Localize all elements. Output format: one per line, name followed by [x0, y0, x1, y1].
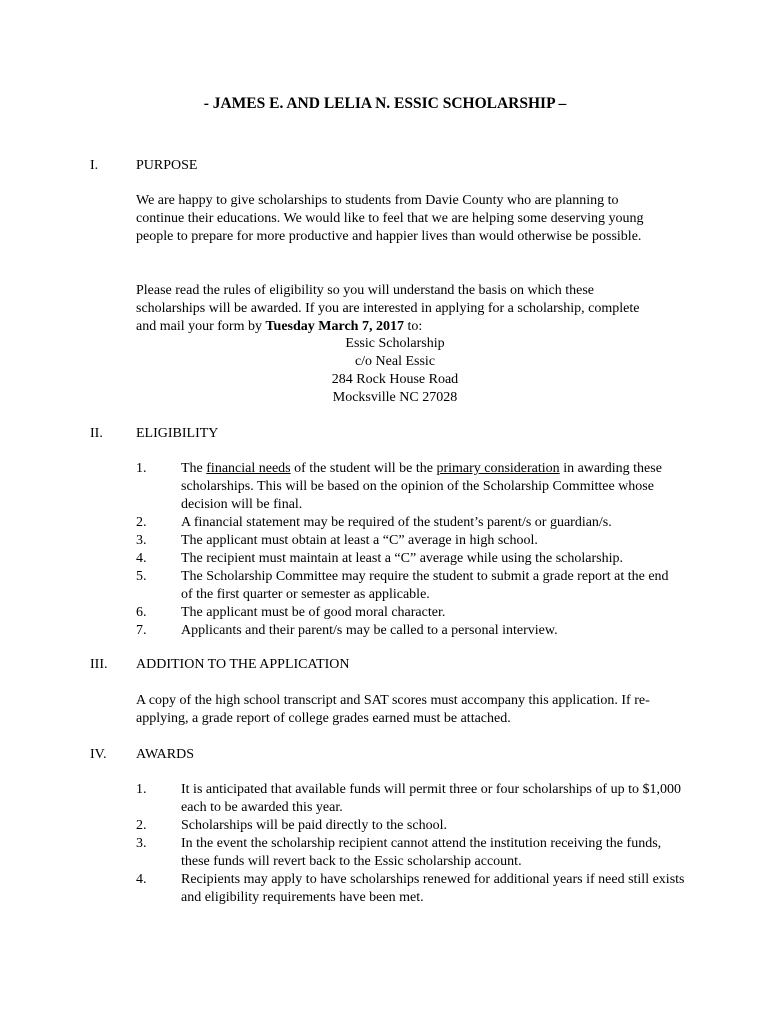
list-item-text: A financial statement may be required of the student’s parent/s or guardian/s.: [181, 515, 612, 530]
list-item-number: 2.: [136, 818, 147, 833]
section-number-purpose: I.: [90, 158, 99, 173]
addition-paragraph: [136, 692, 691, 728]
list-item-text: In the event the scholarship recipient cannot attend the institution receiving the funds, these funds will revert back to the Essic scholarship account.: [181, 836, 662, 869]
list-item-number: 3.: [136, 836, 147, 851]
purpose-paragraph-2-tail: to:: [403, 319, 423, 334]
list-item-number: 5.: [136, 569, 147, 584]
list-item: [136, 622, 681, 640]
address-line-care-of: c/o Neal Essic: [354, 354, 436, 369]
section-number-addition: III.: [90, 657, 108, 672]
purpose-paragraph-2-text: [136, 282, 646, 336]
application-deadline: Tuesday March 7, 2017: [265, 319, 404, 334]
purpose-paragraph-1-text: We are happy to give scholarships to students from Davie County who are planning to continue their educations. We would like to feel that we are helping some deserving young people to prepare for more productive and happier lives than would otherwise be possible.: [136, 193, 644, 244]
list-item-text: The applicant must be of good moral character.: [181, 605, 446, 620]
list-item: [136, 460, 681, 514]
address-line-street: 284 Rock House Road: [331, 372, 459, 387]
list-item: [136, 514, 681, 532]
document-title: - JAMES E. AND LELIA N. ESSIC SCHOLARSHIP –: [203, 95, 567, 112]
purpose-paragraph-1: [136, 192, 666, 246]
list-item-text: The applicant must obtain at least a “C” average in high school.: [181, 533, 538, 548]
list-item-text: Recipients may apply to have scholarships renewed for additional years if need still exists and eligibility requirements have been met.: [181, 872, 685, 905]
addition-paragraph-text: A copy of the high school transcript and SAT scores must accompany this application. If re-applying, a grade report of college grades earned must be attached.: [136, 693, 650, 726]
mailing-address: [250, 335, 540, 407]
list-item: [136, 604, 681, 622]
list-item-number: 1.: [136, 461, 147, 476]
list-item-text: Applicants and their parent/s may be called to a personal interview.: [181, 623, 558, 638]
list-item-number: 4.: [136, 551, 147, 566]
list-item-text-mid: of the student will be the: [290, 461, 437, 476]
section-number-eligibility: II.: [90, 426, 103, 441]
list-item-text: The Scholarship Committee may require the student to submit a grade report at the end of the first quarter or semester as applicable.: [181, 569, 669, 602]
list-item: [136, 871, 686, 907]
address-line-name: Essic Scholarship: [345, 336, 445, 351]
section-heading-purpose: PURPOSE: [136, 158, 198, 173]
list-item: [136, 532, 681, 550]
list-item: [136, 817, 686, 835]
address-line-city: Mocksville NC 27028: [332, 390, 458, 405]
list-item-number: 6.: [136, 605, 147, 620]
list-item-number: 1.: [136, 782, 147, 797]
list-item-text: Scholarships will be paid directly to the school.: [181, 818, 447, 833]
section-heading-awards: AWARDS: [136, 747, 194, 762]
list-item-text: It is anticipated that available funds will permit three or four scholarships of up to $1,000 each to be awarded this year.: [181, 782, 681, 815]
list-item-number: 2.: [136, 515, 147, 530]
list-item: [136, 835, 686, 871]
list-item-text-pre: The: [181, 461, 207, 476]
list-item-number: 4.: [136, 872, 147, 887]
section-heading-addition: ADDITION TO THE APPLICATION: [136, 657, 350, 672]
section-number-awards: IV.: [90, 747, 107, 762]
purpose-paragraph-2: [136, 282, 646, 336]
purpose-paragraph-2-lead: Please read the rules of eligibility so you will understand the basis on which these scholarships will be awarded. If you are interested in applying for a scholarship, complete and mail your form by: [136, 283, 640, 334]
eligibility-list: [136, 460, 681, 640]
list-item: [136, 550, 681, 568]
list-item-number: 7.: [136, 623, 147, 638]
list-item-number: 3.: [136, 533, 147, 548]
list-item-text-post: in awarding these scholarships. This will be based on the opinion of the Scholarship Committee whose decision will be final.: [181, 461, 662, 512]
awards-list: [136, 781, 686, 907]
section-heading-eligibility: ELIGIBILITY: [136, 426, 219, 441]
financial-needs-underlined: financial needs: [206, 461, 291, 476]
primary-consideration-underlined: primary consideration: [436, 461, 560, 476]
list-item-text: The recipient must maintain at least a “C” average while using the scholarship.: [181, 551, 624, 566]
list-item: [136, 781, 686, 817]
list-item: [136, 568, 681, 604]
list-item-text: [181, 460, 681, 514]
